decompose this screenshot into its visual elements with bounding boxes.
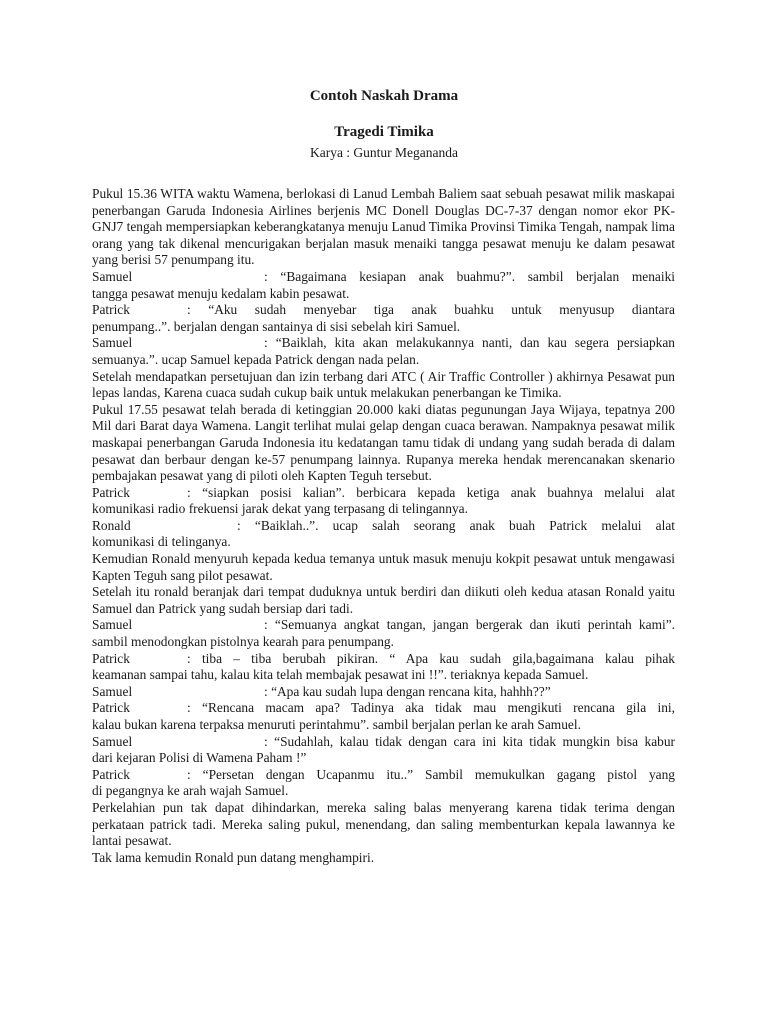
dialogue-line — [92, 518, 675, 551]
dialogue-text: : “Bagaimana kesiapan anak buahmu?”. sambil berjalan menaiki — [264, 268, 675, 284]
speaker-name: Patrick — [92, 302, 130, 318]
speaker-name: Samuel — [92, 733, 133, 749]
speaker-name: Patrick — [92, 650, 130, 666]
dialogue-continuation: di pegangnya ke arah wajah Samuel. — [92, 783, 289, 799]
dialogue-continuation: sambil menodongkan pistolnya kearah para penumpang. — [92, 634, 394, 650]
play-title: Tragedi Timika — [334, 124, 434, 140]
speaker-name: Ronald — [92, 517, 131, 533]
dialogue-continuation: tangga pesawat menuju kedalam kabin pesawat. — [92, 285, 350, 301]
dialogue-text: : “Baiklah..”. ucap salah seorang anak buah Patrick melalui alat — [237, 517, 675, 533]
dialogue-line — [92, 485, 675, 518]
dialogue-continuation: semuanya.”. ucap Samuel kepada Patrick dengan nada pelan. — [92, 351, 420, 367]
narration-paragraph: Setelah itu ronald beranjak dari tempat duduknya untuk berdiri dan diikuti oleh kedua atasan Ronald yaitu Samuel dan Patrick yang sudah bersiap dari tadi. — [92, 584, 675, 616]
dialogue-line — [92, 302, 675, 335]
dialogue-text: : “Persetan dengan Ucapanmu itu..” Sambil memukulkan gagang pistol yang — [187, 766, 675, 782]
dialogue-line — [92, 684, 675, 701]
narration-paragraph: Kemudian Ronald menyuruh kepada kedua temanya untuk masuk menuju kokpit pesawat untuk mengawasi Kapten Teguh sang pilot pesawat. — [92, 551, 675, 583]
dialogue-line — [92, 767, 675, 800]
speaker-name: Samuel — [92, 268, 133, 284]
dialogue-text: : “Semuanya angkat tangan, jangan bergerak dan ikuti perintah kami”. — [264, 617, 675, 633]
speaker-name: Patrick — [92, 700, 130, 716]
dialogue-text: : “Sudahlah, kalau tidak dengan cara ini kita tidak mungkin bisa kabur — [264, 733, 675, 749]
document-title: Contoh Naskah Drama — [309, 88, 459, 104]
dialogue-text: : “Baiklah, kita akan melakukannya nanti, dan kau segera persiapkan — [264, 335, 675, 351]
narration-paragraph: Tak lama kemudin Ronald pun datang menghampiri. — [92, 849, 375, 865]
dialogue-continuation: dari kejaran Polisi di Wamena Paham !” — [92, 750, 307, 766]
dialogue-line — [92, 617, 675, 650]
script-body — [92, 186, 675, 866]
dialogue-continuation: komunikasi di telinganya. — [92, 534, 231, 550]
dialogue-text: : “Rencana macam apa? Tadinya aka tidak mau mengikuti rencana gila ini, — [187, 700, 675, 716]
dialogue-text: : “Apa kau sudah lupa dengan rencana kita, hahhh??” — [264, 683, 551, 699]
narration-paragraph: Perkelahian pun tak dapat dihindarkan, mereka saling balas menyerang karena tidak terima dengan perkataan patrick tadi. Mereka saling pukul, menendang, dan saling membenturkan kepala lawannya ke lantai pesawat. — [92, 799, 675, 849]
narration-paragraph: Pukul 15.36 WITA waktu Wamena, berlokasi di Lanud Lembah Baliem saat sebuah pesawat milik maskapai penerbangan Garuda Indonesia Airlines berjenis MC Donell Douglas DC-7-37 dengan nomor ekor PK-GNJ7 tengah mempersiapkan keberangkatanya menuju Lanud Timika Provinsi Timika Tengah, nampak lima orang yang tak dikenal mencurigakan berjalan masuk menaiki tangga pesawat menuju ke dalam pesawat yang berisi 57 penumpang itu. — [92, 186, 675, 268]
speaker-name: Patrick — [92, 484, 130, 500]
dialogue-line — [92, 700, 675, 733]
dialogue-line — [92, 734, 675, 767]
speaker-name: Patrick — [92, 766, 130, 782]
dialogue-continuation: komunikasi radio frekuensi jarak dekat yang terpasang di telingannya. — [92, 501, 468, 517]
dialogue-continuation: keamanan sampai tahu, kalau kita telah membajak pesawat ini !!”. teriaknya kepada Samuel. — [92, 667, 589, 683]
narration-paragraph: Pukul 17.55 pesawat telah berada di ketinggian 20.000 kaki diatas pegunungan Jaya Wijaya, tepatnya 200 Mil dari Barat daya Wamena. Langit terlihat mulai gelap dengan cuaca berawan. Nampaknya pesawat milik maskapai penerbangan Garuda Indonesia itu kedatangan tamu tidak di undang yang sudah berada di dalam pesawat dan berbaur dengan ke-57 penumpang lainnya. Rupanya mereka hendak merencanakan skenario pembajakan pesawat yang di piloti oleh Kapten Teguh tersebut. — [92, 401, 675, 484]
speaker-name: Samuel — [92, 335, 133, 351]
dialogue-text: : “Aku sudah menyebar tiga anak buahku untuk menyusup diantara — [187, 302, 675, 318]
dialogue-text: : “siapkan posisi kalian”. berbicara kepada ketiga anak buahnya melalui alat — [187, 484, 675, 500]
dialogue-continuation: penumpang..”. berjalan dengan santainya di sisi sebelah kiri Samuel. — [92, 318, 461, 334]
author-line: Karya : Guntur Megananda — [309, 145, 459, 160]
narration-paragraph: Setelah mendapatkan persetujuan dan izin terbang dari ATC ( Air Traffic Controller ) akhirnya Pesawat pun lepas landas, Karena cuaca sudah cukup baik untuk melakukan penerbangan ke Timika. — [92, 368, 675, 401]
speaker-name: Samuel — [92, 617, 133, 633]
dialogue-line — [92, 335, 675, 368]
dialogue-text: : tiba – tiba berubah pikiran. “ Apa kau sudah gila,bagaimana kalau pihak — [187, 650, 675, 666]
dialogue-line — [92, 651, 675, 684]
dialogue-continuation: kalau bukan karena terpaksa menuruti perintahmu”. sambil berjalan perlan ke arah Samuel. — [92, 717, 581, 732]
speaker-name: Samuel — [92, 683, 133, 699]
dialogue-line — [92, 269, 675, 302]
